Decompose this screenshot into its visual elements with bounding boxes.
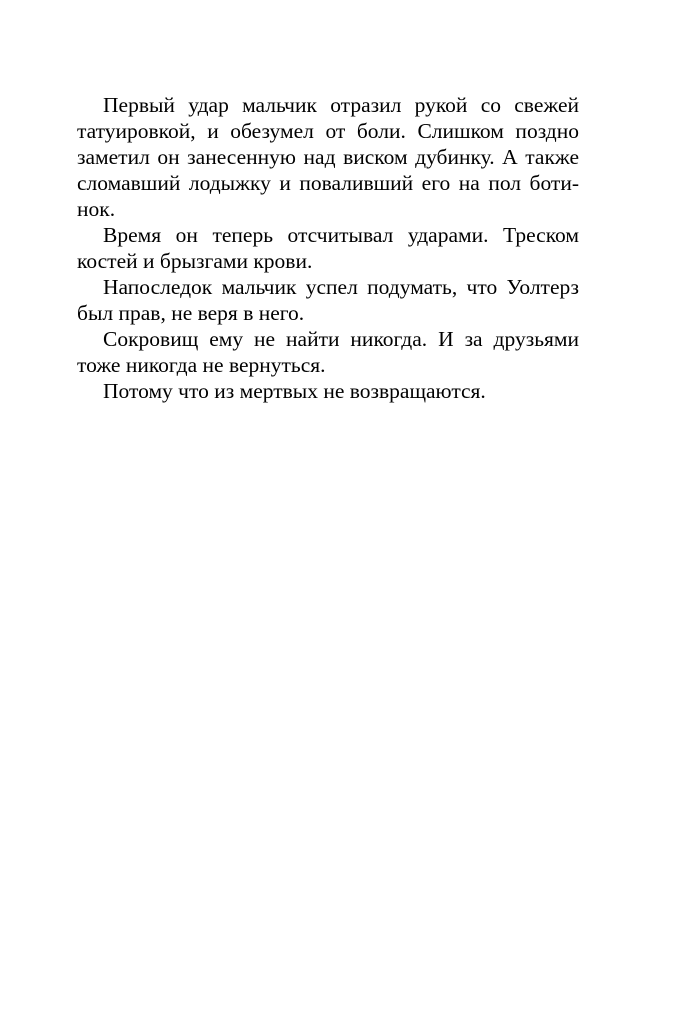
text-line: сломавший лодыжку и поваливший его на пол боти- [77, 171, 579, 195]
paragraph [77, 92, 579, 222]
text-line: заметил он занесенную над виском дубинку. А также [77, 145, 579, 169]
text-line: Сокровищ ему не найти никогда. И за друзьями [103, 327, 579, 351]
text-line: тоже никогда не вернуться. [77, 353, 326, 377]
paragraph [77, 274, 579, 326]
text-line: Напоследок мальчик успел подумать, что Уолтерз [103, 275, 579, 299]
text-line: нок. [77, 197, 116, 221]
text-line: костей и брызгами крови. [77, 249, 313, 273]
text-line: Первый удар мальчик отразил рукой со свежей [103, 93, 579, 117]
paragraph [103, 378, 579, 404]
paragraph [77, 222, 579, 274]
text-line: был прав, не веря в него. [77, 301, 305, 325]
body-text [77, 92, 579, 404]
text-line: Потому что из мертвых не возвращаются. [103, 379, 486, 403]
paragraph [77, 326, 579, 378]
text-line: татуировкой, и обезумел от боли. Слишком поздно [77, 119, 579, 143]
text-line: Время он теперь отсчитывал ударами. Треском [103, 223, 579, 247]
